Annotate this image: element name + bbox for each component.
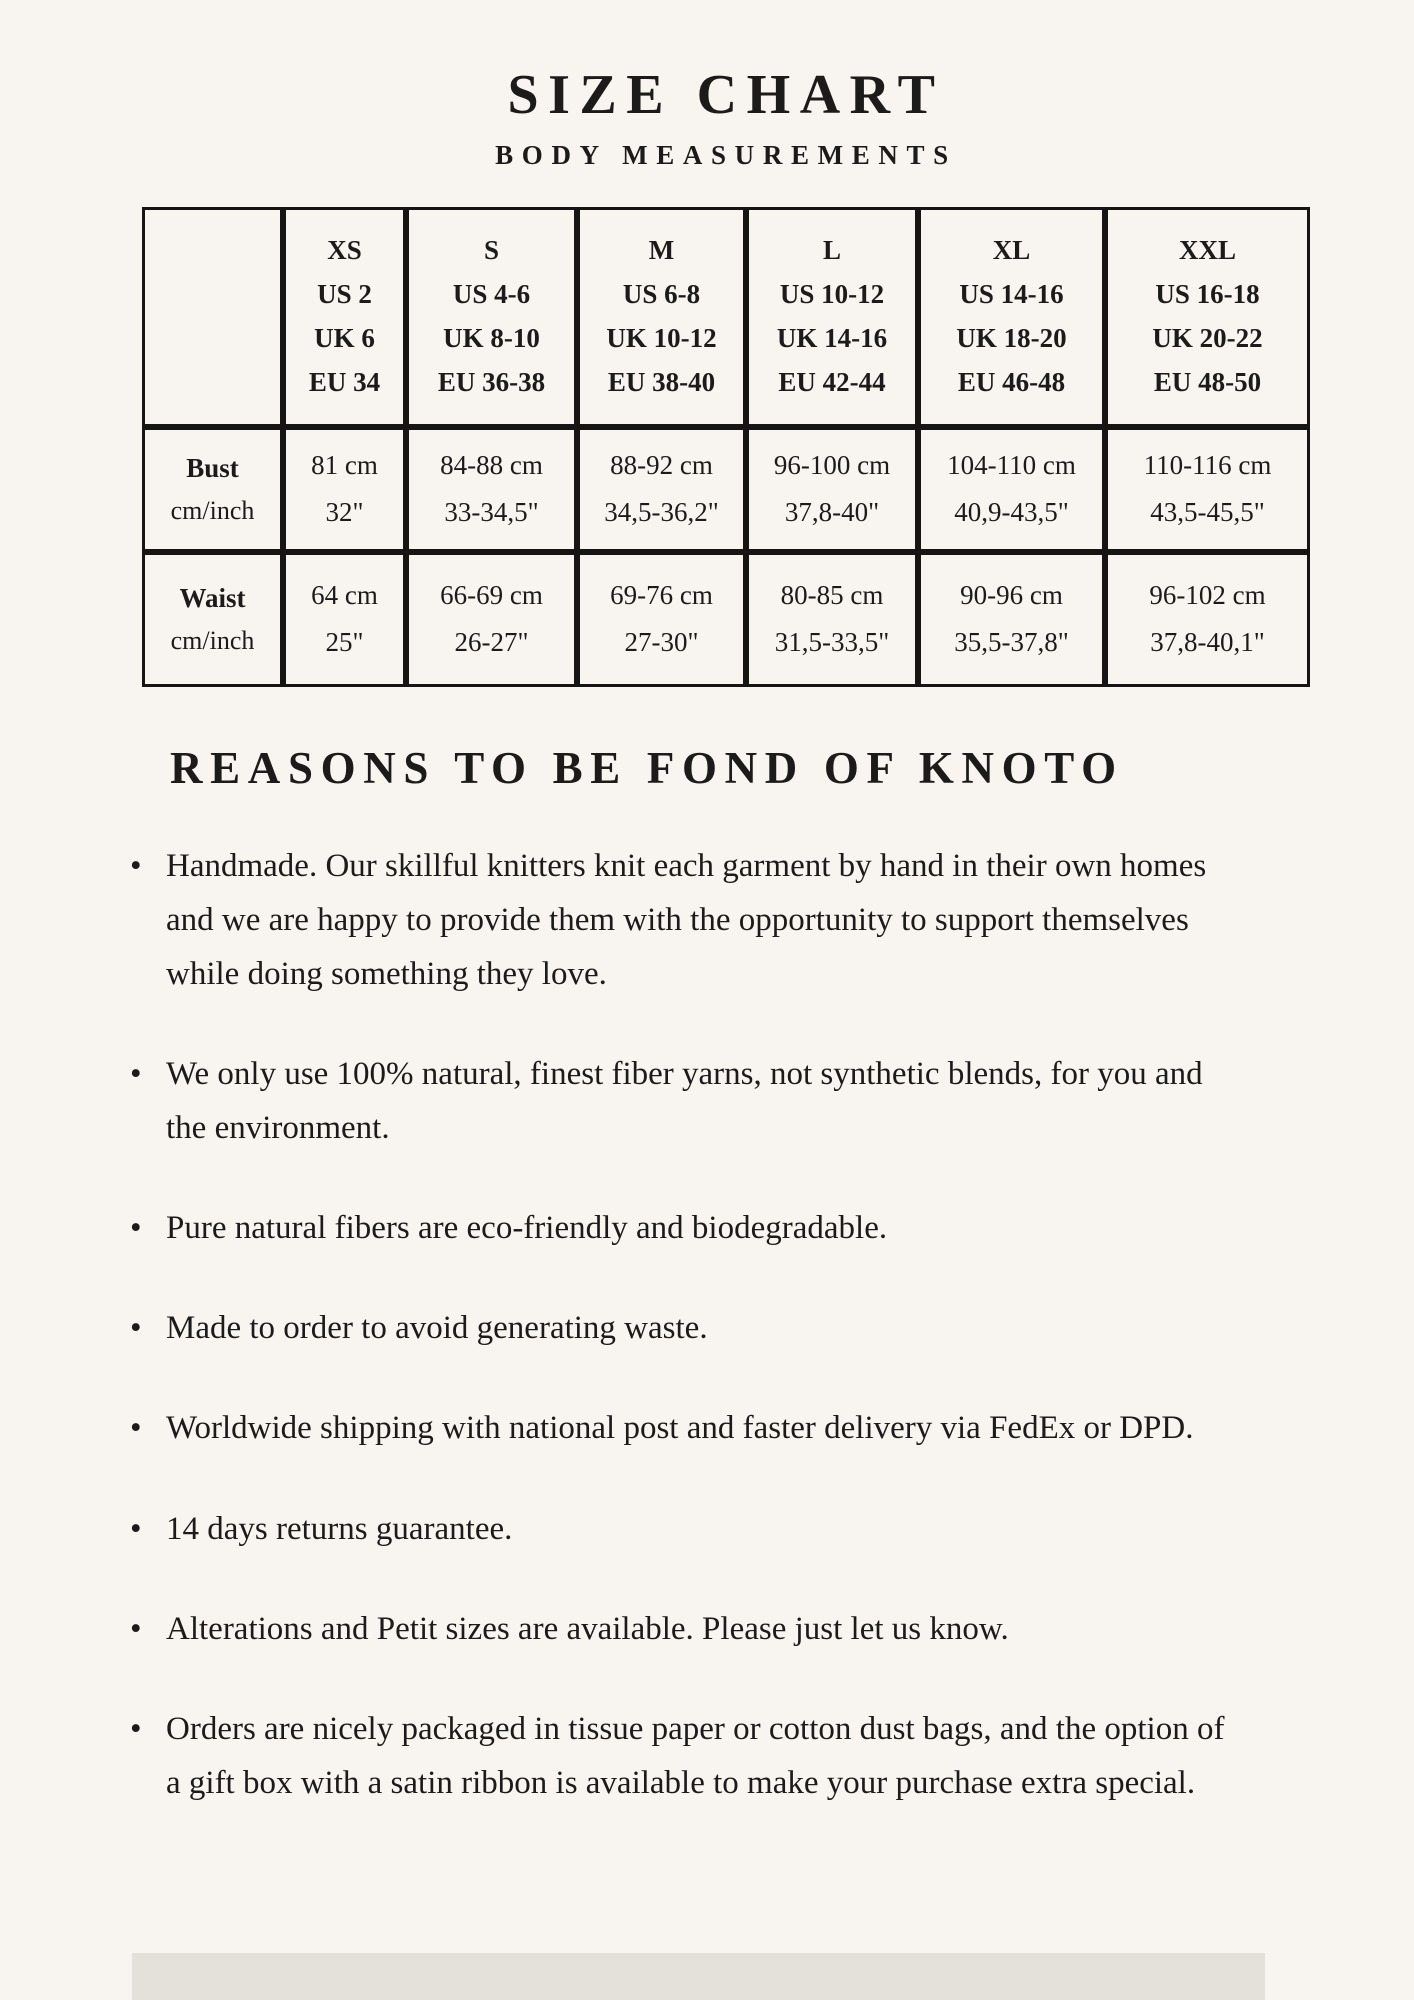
footer-image-strip xyxy=(132,1953,1265,2000)
inch-value: 35,5-37,8" xyxy=(954,627,1069,658)
bust-cell-xs xyxy=(283,427,406,552)
us-size: US 10-12 xyxy=(779,279,885,310)
cm-value: 90-96 cm xyxy=(960,580,1063,611)
reason-item-packaging: • Orders are nicely packaged in tissue paper or cotton dust bags, and the option of a gift box with a satin ribbon is available to make your purchase extra special. xyxy=(166,1702,1226,1810)
cm-value: 84-88 cm xyxy=(440,450,543,481)
size-chart-table xyxy=(142,207,1310,687)
inch-value: 33-34,5" xyxy=(444,497,539,528)
cm-value: 66-69 cm xyxy=(440,580,543,611)
page-title: SIZE CHART xyxy=(507,64,945,126)
us-size: US 4-6 xyxy=(452,279,531,310)
bust-cell-l xyxy=(746,427,918,552)
inch-value: 40,9-43,5" xyxy=(954,497,1069,528)
us-size: US 14-16 xyxy=(959,279,1064,310)
cm-value: 96-100 cm xyxy=(773,450,891,481)
waist-cell-m xyxy=(577,552,746,687)
inch-value: 31,5-33,5" xyxy=(774,627,890,658)
cm-value: 69-76 cm xyxy=(610,580,713,611)
reasons-heading: REASONS TO BE FOND OF KNOTO xyxy=(170,742,1124,793)
uk-size: UK 14-16 xyxy=(776,322,888,353)
table-row-waist xyxy=(142,552,1310,687)
bust-row-label xyxy=(142,427,283,552)
uk-size: UK 6 xyxy=(314,322,375,353)
reason-item-eco-friendly: • Pure natural fibers are eco-friendly and biodegradable. xyxy=(166,1201,1226,1255)
eu-size: EU 48-50 xyxy=(1153,366,1262,397)
bust-cell-xxl xyxy=(1105,427,1310,552)
bust-cell-m xyxy=(577,427,746,552)
inch-value: 26-27" xyxy=(454,627,529,658)
cm-value: 96-102 cm xyxy=(1149,580,1266,611)
eu-size: EU 34 xyxy=(308,366,381,397)
bust-cell-xl xyxy=(918,427,1105,552)
bust-cell-s xyxy=(406,427,577,552)
uk-size: UK 10-12 xyxy=(606,322,717,353)
eu-size: EU 46-48 xyxy=(957,366,1066,397)
eu-size: EU 42-44 xyxy=(778,366,886,397)
page-subtitle: BODY MEASUREMENTS xyxy=(495,140,957,171)
reason-item-returns: • 14 days returns guarantee. xyxy=(166,1502,1226,1556)
column-header-xs xyxy=(283,207,406,427)
inch-value: 43,5-45,5" xyxy=(1150,497,1265,528)
us-size: US 16-18 xyxy=(1155,279,1260,310)
size-label: L xyxy=(822,235,841,266)
uk-size: UK 8-10 xyxy=(443,322,540,353)
row-unit-text: cm/inch xyxy=(170,496,255,526)
reason-item-alterations: • Alterations and Petit sizes are available. Please just let us know. xyxy=(166,1602,1226,1656)
waist-cell-l xyxy=(746,552,918,687)
table-header-row xyxy=(142,207,1310,427)
size-label: M xyxy=(648,235,675,266)
row-label-text: Bust xyxy=(186,453,239,484)
row-label-text: Waist xyxy=(179,583,246,614)
waist-cell-s xyxy=(406,552,577,687)
table-corner-cell xyxy=(142,207,283,427)
waist-row-label xyxy=(142,552,283,687)
inch-value: 25" xyxy=(325,627,364,658)
uk-size: UK 20-22 xyxy=(1152,322,1263,353)
size-label: XXL xyxy=(1178,235,1236,266)
eu-size: EU 36-38 xyxy=(437,366,546,397)
reason-item-shipping: • Worldwide shipping with national post and faster delivery via FedEx or DPD. xyxy=(166,1401,1226,1455)
row-unit-text: cm/inch xyxy=(170,626,255,656)
column-header-xl xyxy=(918,207,1105,427)
us-size: US 6-8 xyxy=(622,279,701,310)
cm-value: 110-116 cm xyxy=(1143,450,1272,481)
column-header-l xyxy=(746,207,918,427)
cm-value: 104-110 cm xyxy=(947,450,1076,481)
reason-item-made-to-order: • Made to order to avoid generating waste. xyxy=(166,1301,1226,1355)
reason-item-handmade: • Handmade. Our skillful knitters knit each garment by hand in their own homes and we are happy to provide them with the opportunity to support themselves while doing something they love. xyxy=(166,839,1226,1001)
size-label: XL xyxy=(992,235,1031,266)
inch-value: 27-30" xyxy=(624,627,699,658)
inch-value: 37,8-40" xyxy=(784,497,880,528)
page-content xyxy=(142,0,1310,1856)
inch-value: 37,8-40,1" xyxy=(1150,627,1265,658)
column-header-xxl xyxy=(1105,207,1310,427)
inch-value: 32" xyxy=(325,497,364,528)
size-label: S xyxy=(483,235,500,266)
reasons-list xyxy=(142,839,1310,1810)
cm-value: 88-92 cm xyxy=(610,450,713,481)
size-label: XS xyxy=(327,235,362,266)
waist-cell-xxl xyxy=(1105,552,1310,687)
us-size: US 2 xyxy=(317,279,372,310)
table-row-bust xyxy=(142,427,1310,552)
column-header-m xyxy=(577,207,746,427)
cm-value: 81 cm xyxy=(311,450,378,481)
waist-cell-xs xyxy=(283,552,406,687)
column-header-s xyxy=(406,207,577,427)
cm-value: 80-85 cm xyxy=(780,580,884,611)
waist-cell-xl xyxy=(918,552,1105,687)
cm-value: 64 cm xyxy=(311,580,378,611)
inch-value: 34,5-36,2" xyxy=(604,497,719,528)
uk-size: UK 18-20 xyxy=(956,322,1067,353)
reason-item-natural-yarns: • We only use 100% natural, finest fiber yarns, not synthetic blends, for you and the environment. xyxy=(166,1047,1226,1155)
eu-size: EU 38-40 xyxy=(607,366,716,397)
